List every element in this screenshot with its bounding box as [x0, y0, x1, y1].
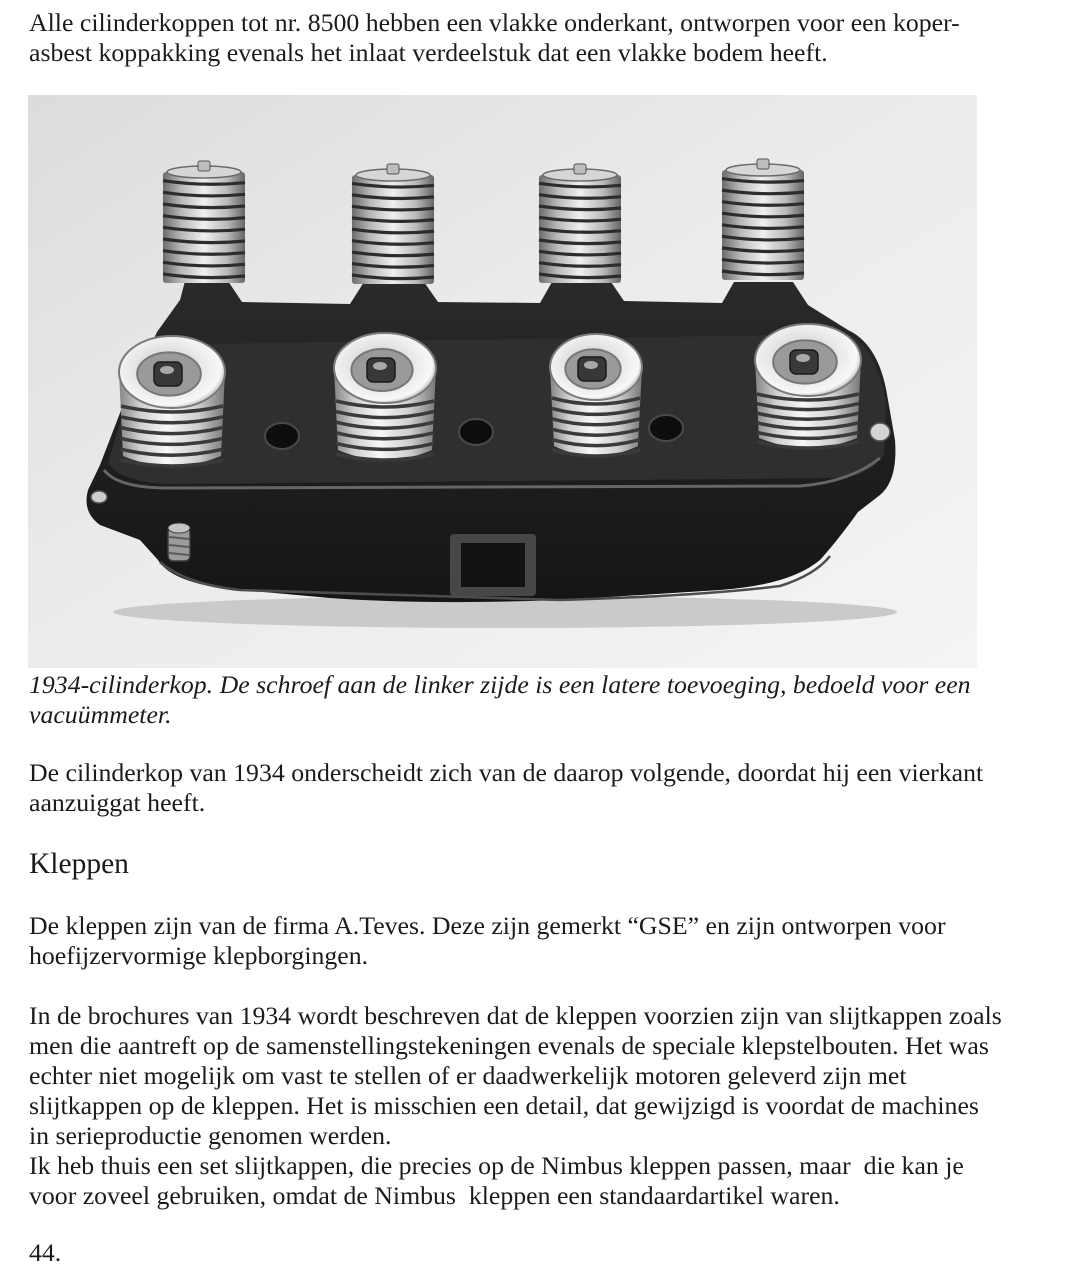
- paragraph-line: men die aantreft op de samenstellingstekeningen evenals de speciale klepstelbouten. Het was: [29, 1031, 989, 1060]
- caption-line: vacuümmeter.: [29, 700, 172, 729]
- valve-stem-tip: [757, 159, 769, 169]
- paragraph-line: echter niet mogelijk om vast te stellen of er daadwerkelijk motoren geleverd zijn met: [29, 1061, 907, 1090]
- cylinder-head-photo: [28, 95, 977, 668]
- paragraph-line: De kleppen zijn van de firma A.Teves. Deze zijn gemerkt “GSE” en zijn ontworpen voor: [29, 911, 946, 940]
- section-heading: Kleppen: [29, 848, 129, 880]
- paragraph-line: hoefijzervormige klepborgingen.: [29, 941, 369, 970]
- kleppen-paragraph-1: [29, 911, 946, 971]
- paragraph-line: De cilinderkop van 1934 onderscheidt zich van de daarop volgende, doordat hij een vierkant: [29, 758, 984, 787]
- nut-highlight: [796, 354, 810, 362]
- nut-highlight: [584, 361, 598, 369]
- kleppen-paragraph-2: [29, 1001, 1002, 1211]
- valve-stem-nut: [790, 350, 818, 374]
- valve-stem-nut: [154, 362, 182, 386]
- intro-paragraph: [29, 8, 960, 68]
- valve-spring-front-1: [119, 336, 225, 466]
- valve-stem-nut: [367, 358, 395, 382]
- valve-spring-rear-1: [163, 161, 245, 283]
- valve-spring-front-4: [755, 324, 861, 448]
- intake-port-opening: [461, 543, 525, 587]
- valve-stem-tip: [574, 164, 586, 174]
- valve-stem-nut: [578, 357, 606, 381]
- paragraph-line: In de brochures van 1934 wordt beschreven dat de kleppen voorzien zijn van slijtkappen zoals: [29, 1001, 1002, 1030]
- figure-photo: [28, 95, 977, 668]
- intro-line: Alle cilinderkoppen tot nr. 8500 hebben een vlakke onderkant, ontworpen voor een koper-: [29, 8, 960, 37]
- figure-caption: [29, 670, 971, 730]
- deck-hole: [649, 415, 683, 441]
- caption-line: 1934-cilinderkop. De schroef aan de linker zijde is een latere toevoeging, bedoeld voor een: [29, 670, 971, 699]
- left-flange-bolt-hole: [91, 491, 107, 503]
- cylinder-head-paragraph: [29, 758, 983, 818]
- paragraph-line: voor zoveel gebruiken, omdat de Nimbus kleppen een standaardartikel waren.: [29, 1181, 840, 1210]
- paragraph-line: slijtkappen op de kleppen. Het is misschien een detail, dat gewijzigd is voordat de machines: [29, 1091, 979, 1120]
- nut-highlight: [373, 362, 387, 370]
- valve-spring-front-2: [334, 333, 436, 460]
- right-flange-bolt-hole: [870, 423, 890, 441]
- deck-hole: [265, 423, 299, 449]
- square-intake-port: [450, 534, 536, 596]
- vacuum-gauge-screw: [168, 523, 190, 561]
- paragraph-line: in serieproductie genomen werden.: [29, 1121, 392, 1150]
- valve-stem-tip: [198, 161, 210, 171]
- page-number: 44.: [29, 1238, 62, 1267]
- valve-stem-tip: [387, 164, 399, 174]
- valve-spring-rear-4: [722, 159, 804, 280]
- valve-spring-front-3: [550, 334, 642, 456]
- paragraph-line: aanzuiggat heeft.: [29, 788, 206, 817]
- deck-hole: [459, 419, 493, 445]
- intro-line: asbest koppakking evenals het inlaat verdeelstuk dat een vlakke bodem heeft.: [29, 38, 828, 67]
- nut-highlight: [160, 366, 174, 374]
- valve-spring-rear-3: [539, 164, 621, 283]
- valve-spring-rear-2: [352, 164, 434, 284]
- paragraph-line: Ik heb thuis een set slijtkappen, die precies op de Nimbus kleppen passen, maar die kan je: [29, 1151, 964, 1180]
- screw-head: [168, 523, 190, 533]
